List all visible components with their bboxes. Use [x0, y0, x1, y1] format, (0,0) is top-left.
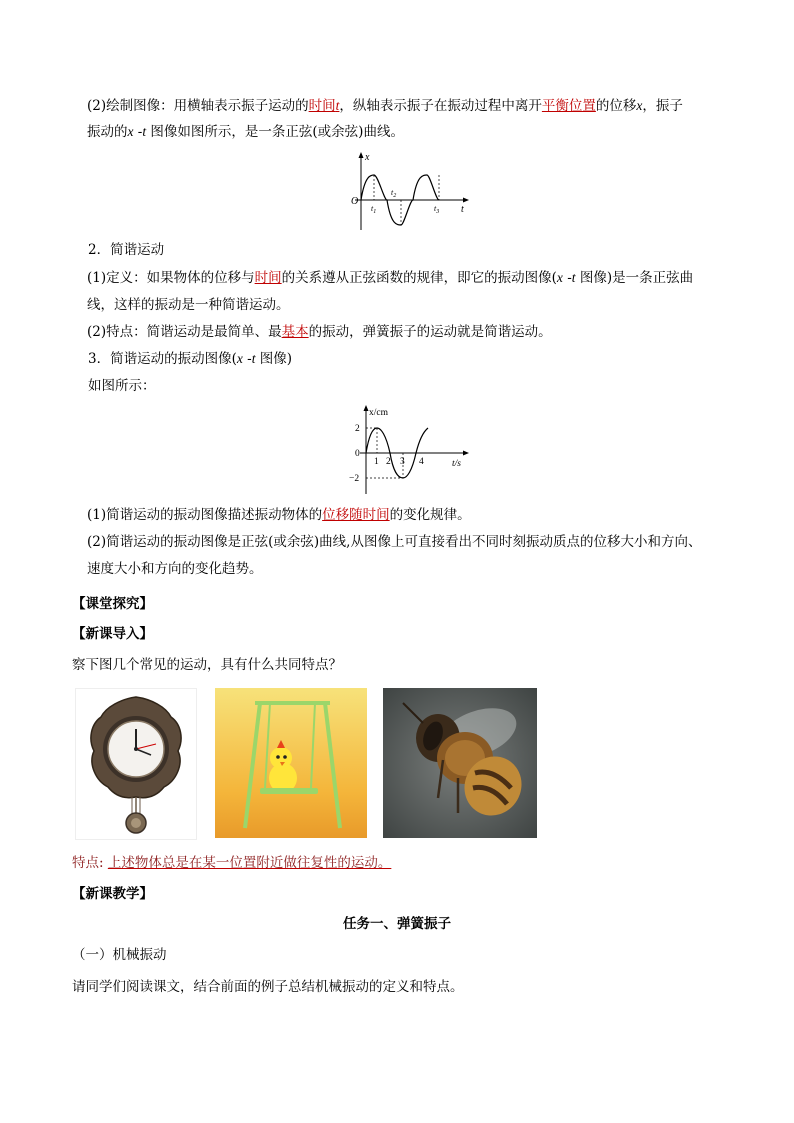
- graph-desc-line3: 速度大小和方向的变化趋势。: [87, 561, 263, 577]
- y-axis-label: x: [365, 152, 370, 163]
- highlight-displacement-time: 位移随时间: [322, 507, 390, 523]
- new-teach-heading: 【新课教学】: [72, 886, 153, 902]
- x-tick-label: 2: [386, 457, 391, 467]
- y-axis-arrow: [359, 152, 364, 158]
- var-x: x: [556, 270, 563, 285]
- text-segment: 的关系遵从正弦函数的规律，即它的振动图像(: [281, 270, 557, 286]
- x-tick-label: 1: [374, 457, 379, 467]
- text-segment: -: [133, 124, 143, 140]
- text-segment: -: [242, 351, 252, 367]
- draw-paragraph-line1: [87, 96, 683, 116]
- y-tick-label: 0: [355, 449, 360, 459]
- y-tick-label: 2: [355, 424, 360, 434]
- text-segment: 的振动，弹簧振子的运动就是简谐运动。: [308, 324, 552, 340]
- highlight-equilibrium: 平衡位置: [541, 98, 596, 114]
- feature-text: 上述物体总是在某一位置附近做往复性的运动。: [107, 855, 392, 871]
- definition-line1: [87, 268, 693, 288]
- text-segment: (2)特点：简谐运动是最简单、最: [87, 324, 282, 340]
- shm-graph-figure: [348, 402, 478, 497]
- highlight-time: 时间: [308, 98, 336, 114]
- text-segment: 图像)是一条正弦曲: [575, 270, 694, 286]
- highlight-time: 时间: [254, 270, 282, 286]
- draw-paragraph-line2: [87, 122, 404, 142]
- x-axis-label: t: [461, 204, 464, 215]
- class-explore-heading: 【课堂探究】: [72, 596, 153, 612]
- origin-label: O: [351, 196, 359, 207]
- t1-label: $t_1$: [371, 204, 377, 215]
- text-segment: -: [562, 270, 572, 286]
- highlight-basic: 基本: [281, 324, 309, 340]
- section-3-heading: [88, 349, 292, 369]
- text-segment: 振动的: [87, 124, 128, 140]
- x-axis-arrow: [463, 198, 469, 203]
- text-segment: (2)绘制图像：用横轴表示振子运动的: [87, 98, 309, 114]
- feature-line: [87, 322, 552, 342]
- text-segment: 图像如图所示，是一条正弦(或余弦)曲线。: [146, 124, 404, 140]
- graph-desc-line1: [87, 505, 471, 525]
- x-axis-label: t/s: [452, 459, 461, 469]
- y-axis-arrow: [364, 405, 369, 411]
- x-tick-label: 4: [419, 457, 424, 467]
- text-segment: 的位移: [595, 98, 637, 114]
- text-segment: (1)定义：如果物体的位移与: [87, 270, 255, 286]
- x-axis-arrow: [463, 451, 469, 456]
- new-intro-heading: 【新课导入】: [72, 626, 153, 642]
- var-x: x: [236, 351, 243, 366]
- bee-image: [383, 688, 537, 838]
- y-tick-label: −2: [349, 474, 360, 484]
- text-segment: ，纵轴表示振子在振动过程中离开: [339, 98, 542, 114]
- swing-toy-image: [215, 688, 367, 838]
- var-x: x: [127, 124, 134, 139]
- subsection-heading: （一）机械振动: [72, 947, 167, 963]
- feature-label: 特点:: [72, 855, 108, 871]
- var-t: t: [142, 124, 147, 139]
- text-segment: 3．简谐运动的振动图像(: [88, 351, 237, 367]
- xt-graph-figure: [345, 150, 475, 235]
- var-t: t: [251, 351, 256, 366]
- var-t: t: [571, 270, 576, 285]
- instruction-text: 请同学们阅读课文，结合前面的例子总结机械振动的定义和特点。: [72, 979, 464, 995]
- var-x: x: [636, 98, 643, 113]
- text-segment: (1)简谐运动的振动图像描述振动物体的: [87, 507, 323, 523]
- section-2-heading: 2．简谐运动: [88, 242, 165, 258]
- graph-desc-line2: (2)简谐运动的振动图像是正弦(或余弦)曲线,从图像上可直接看出不同时刻振动质点的位移大小和方向、: [87, 534, 702, 550]
- feature-statement: [72, 853, 391, 873]
- text-segment: 的变化规律。: [389, 507, 471, 523]
- t3-label: $t_3$: [434, 204, 440, 215]
- highlight-t: t: [335, 98, 340, 113]
- question-text: 察下图几个常见的运动，具有什么共同特点？: [72, 657, 342, 673]
- text-segment: 图像): [255, 351, 293, 367]
- pendulum-clock-image: [75, 688, 197, 840]
- y-axis-label: x/cm: [369, 408, 388, 418]
- text-segment: ，振子: [642, 98, 683, 114]
- task-title: 任务一、弹簧振子: [343, 916, 451, 932]
- t2-label: $t_2$: [391, 188, 397, 199]
- as-shown-text: 如图所示：: [88, 378, 156, 394]
- definition-line2: 线，这样的振动是一种简谐运动。: [87, 297, 290, 313]
- x-tick-label: 3: [400, 457, 405, 467]
